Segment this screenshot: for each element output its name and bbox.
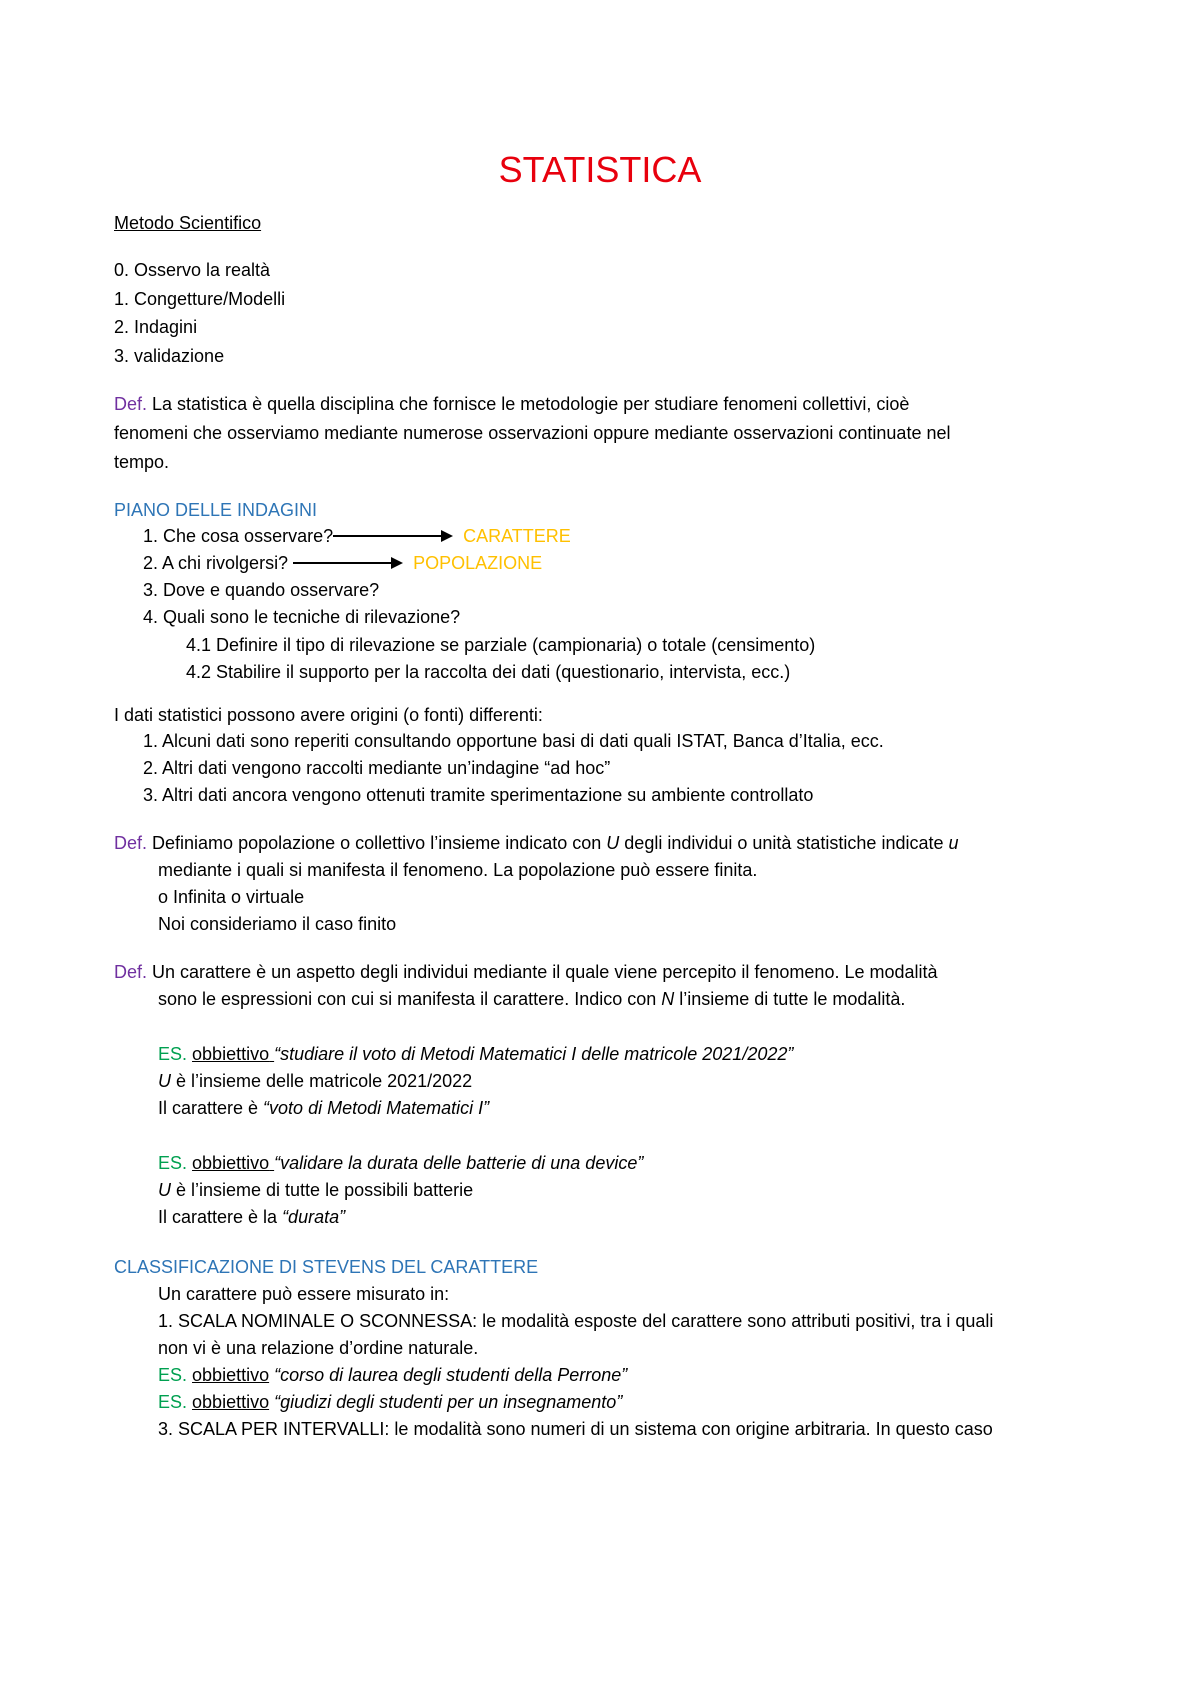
- es-label: ES.: [158, 1153, 188, 1173]
- es-label: ES.: [158, 1365, 188, 1385]
- es-text: “studiare il voto di Metodi Matematici I delle matricole 2021/2022”: [274, 1044, 794, 1064]
- def3-line: [114, 960, 938, 984]
- piano-subitem: 4.2 Stabilire il supporto per la raccolta dei dati (questionario, intervista, ecc.): [186, 662, 791, 682]
- piano-subitem: 4.1 Definire il tipo di rilevazione se parziale (campionaria) o totale (censimento): [186, 635, 816, 655]
- es-keyword: obbiettivo: [192, 1153, 270, 1173]
- es-label: ES.: [158, 1392, 188, 1412]
- def3-line: [158, 987, 905, 1011]
- def1-line: [114, 392, 909, 416]
- metodo-step: 1. Congetture/Modelli: [114, 289, 286, 309]
- def1-text: La statistica è quella disciplina che fornisce le metodologie per studiare fenomeni collettivi, cioè: [152, 394, 910, 414]
- stevens-line: 1. SCALA NOMINALE O SCONNESSA: le modalità esposte del carattere sono attributi positivi, tra i quali: [158, 1311, 994, 1331]
- es-text: è l’insieme delle matricole 2021/2022: [171, 1071, 473, 1091]
- es-text: Il carattere è: [158, 1098, 264, 1118]
- es-text: “validare la durata delle batterie di una device”: [274, 1153, 644, 1173]
- es-text: “corso di laurea degli studenti della Perrone”: [269, 1365, 628, 1385]
- dati-item: 3. Altri dati ancora vengono ottenuti tramite sperimentazione su ambiente controllato: [143, 785, 814, 805]
- def-label: Def.: [114, 833, 148, 853]
- piano-item: 4. Quali sono le tecniche di rilevazione?: [143, 607, 461, 627]
- arrow-icon: [293, 551, 403, 575]
- metodo-step: 3. validazione: [114, 346, 225, 366]
- piano-item-text: 2. A chi rivolgersi?: [143, 553, 294, 573]
- def3-text: Un carattere è un aspetto degli individui mediante il quale viene percepito il fenomeno. Le modalità: [152, 962, 938, 982]
- page-title: STATISTICA: [498, 149, 702, 190]
- def-label: Def.: [114, 962, 148, 982]
- def2-line: [114, 831, 959, 855]
- example-line: [158, 1205, 345, 1229]
- def1-line: fenomeni che osserviamo mediante numerose osservazioni oppure mediante osservazioni continuate nel: [114, 423, 951, 443]
- dati-item: 2. Altri dati vengono raccolti mediante un’indagine “ad hoc”: [143, 758, 611, 778]
- example-line: [158, 1363, 627, 1387]
- example-line: [158, 1096, 489, 1120]
- dati-item: 1. Alcuni dati sono reperiti consultando opportune basi di dati quali ISTAT, Banca d’Italia, ecc.: [143, 731, 884, 751]
- es-text: “voto di Metodi Matematici I”: [263, 1098, 490, 1118]
- es-label: ES.: [158, 1044, 188, 1064]
- example-line: [158, 1069, 472, 1093]
- metodo-step: 0. Osservo la realtà: [114, 260, 271, 280]
- arrow-icon: [333, 524, 453, 548]
- es-text: “giudizi degli studenti per un insegnamento”: [269, 1392, 623, 1412]
- def2-line: mediante i quali si manifesta il fenomeno. La popolazione può essere finita.: [158, 860, 758, 880]
- piano-item: [143, 551, 542, 575]
- def-label: Def.: [114, 394, 148, 414]
- piano-heading: PIANO DELLE INDAGINI: [114, 500, 318, 520]
- def2-line: Noi consideriamo il caso finito: [158, 914, 397, 934]
- stevens-line: non vi è una relazione d’ordine naturale.: [158, 1338, 479, 1358]
- target-label: POPOLAZIONE: [413, 553, 543, 573]
- es-keyword: obbiettivo: [192, 1044, 270, 1064]
- es-symbol: U: [158, 1180, 171, 1200]
- piano-item-text: 1. Che cosa osservare?: [143, 526, 334, 546]
- example-line: [158, 1390, 622, 1414]
- es-keyword: obbiettivo: [192, 1392, 270, 1412]
- es-keyword: obbiettivo: [192, 1365, 270, 1385]
- piano-item: 3. Dove e quando osservare?: [143, 580, 380, 600]
- def3-text: sono le espressioni con cui si manifesta il carattere. Indico con: [158, 989, 662, 1009]
- es-symbol: U: [158, 1071, 171, 1091]
- es-text: “durata”: [282, 1207, 346, 1227]
- def2-text: Definiamo popolazione o collettivo l’insieme indicato con: [152, 833, 607, 853]
- stevens-line: Un carattere può essere misurato in:: [158, 1284, 450, 1304]
- def3-text: l’insieme di tutte le modalità.: [674, 989, 906, 1009]
- def2-text: degli individui o unità statistiche indicate: [619, 833, 949, 853]
- es-text: Il carattere è la: [158, 1207, 283, 1227]
- example-line: [158, 1042, 793, 1066]
- dati-intro: I dati statistici possono avere origini (o fonti) differenti:: [114, 705, 543, 725]
- example-line: [158, 1151, 643, 1175]
- target-label: CARATTERE: [463, 526, 571, 546]
- def1-line: tempo.: [114, 452, 170, 472]
- example-line: [158, 1178, 473, 1202]
- stevens-heading: CLASSIFICAZIONE DI STEVENS DEL CARATTERE: [114, 1257, 539, 1277]
- stevens-line: 3. SCALA PER INTERVALLI: le modalità sono numeri di un sistema con origine arbitraria. In questo caso: [158, 1419, 993, 1439]
- metodo-step: 2. Indagini: [114, 317, 198, 337]
- metodo-heading: Metodo Scientifico: [114, 213, 262, 233]
- es-text: è l’insieme di tutte le possibili batterie: [171, 1180, 474, 1200]
- piano-item: [143, 524, 571, 548]
- def3-symbol: N: [661, 989, 675, 1009]
- def2-symbol: u: [948, 833, 959, 853]
- def2-symbol: U: [606, 833, 620, 853]
- def2-line: o Infinita o virtuale: [158, 887, 305, 907]
